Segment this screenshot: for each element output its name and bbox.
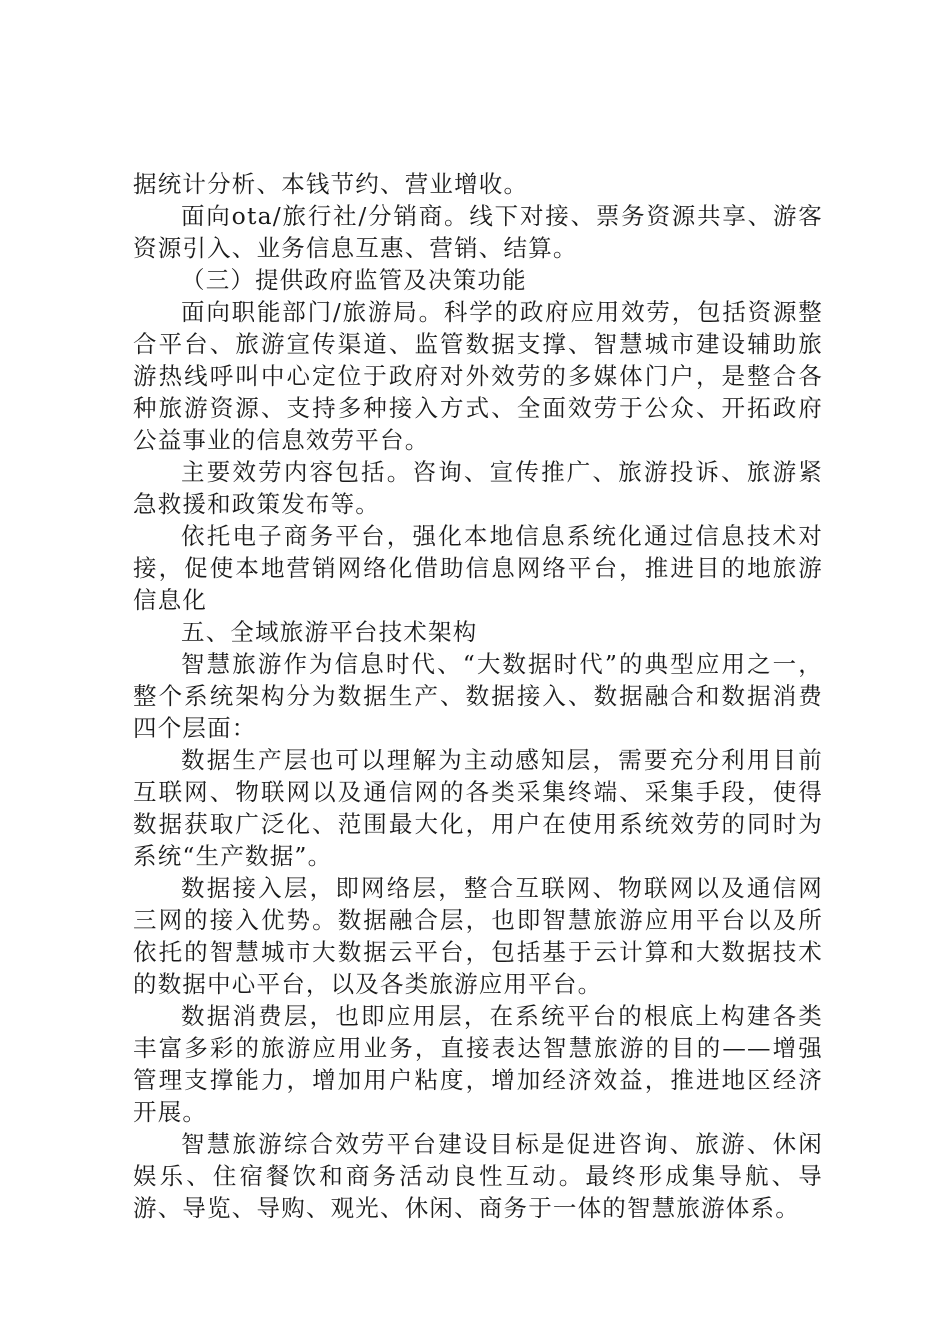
paragraph-architecture-overview: 智慧旅游作为信息时代、“大数据时代”的典型应用之一，整个系统架构分为数据生产、数据接入、数据融合和数据消费四个层面： xyxy=(133,650,823,742)
paragraph-continuation: 据统计分析、本钱节约、营业增收。 xyxy=(133,170,529,198)
paragraph-data-access: 数据接入层，即网络层，整合互联网、物联网以及通信网三网的接入优势。数据融合层，也即智慧旅游应用平台以及所依托的智慧城市大数据云平台，包括基于云计算和大数据技术的数据中心平台，以及各类旅游应用平台。 xyxy=(133,874,823,998)
section-heading-government: （三）提供政府监管及决策功能 xyxy=(181,266,527,294)
paragraph-platform-goal: 智慧旅游综合效劳平台建设目标是促进咨询、旅游、休闲娱乐、住宿餐饮和商务活动良性互动。最终形成集导航、导游、导览、导购、观光、休闲、商务于一体的智慧旅游体系。 xyxy=(133,1130,823,1222)
section-heading-architecture: 五、全域旅游平台技术架构 xyxy=(181,618,478,646)
paragraph-ecommerce: 依托电子商务平台，强化本地信息系统化通过信息技术对接，促使本地营销网络化借助信息网络平台，推进目的地旅游信息化 xyxy=(133,522,823,614)
paragraph-data-production: 数据生产层也可以理解为主动感知层，需要充分利用目前互联网、物联网以及通信网的各类采集终端、采集手段，使得数据获取广泛化、范围最大化，用户在使用系统效劳的同时为系统“生产数据”。 xyxy=(133,746,823,870)
paragraph-government-services: 面向职能部门/旅游局。科学的政府应用效劳，包括资源整合平台、旅游宣传渠道、监管数据支撑、智慧城市建设辅助旅游热线呼叫中心定位于政府对外效劳的多媒体门户，是整合各种旅游资源、支持多种接入方式、全面效劳于公众、开拓政府公益事业的信息效劳平台。 xyxy=(133,298,823,454)
paragraph-ota: 面向ota/旅行社/分销商。线下对接、票务资源共享、游客资源引入、业务信息互惠、营销、结算。 xyxy=(133,202,823,262)
document-body xyxy=(133,168,823,1224)
paragraph-main-services: 主要效劳内容包括。咨询、宣传推广、旅游投诉、旅游紧急救援和政策发布等。 xyxy=(133,458,823,518)
paragraph-data-consumption: 数据消费层，也即应用层，在系统平台的根底上构建各类丰富多彩的旅游应用业务，直接表达智慧旅游的目的——增强管理支撑能力，增加用户粘度，增加经济效益，推进地区经济开展。 xyxy=(133,1002,823,1126)
